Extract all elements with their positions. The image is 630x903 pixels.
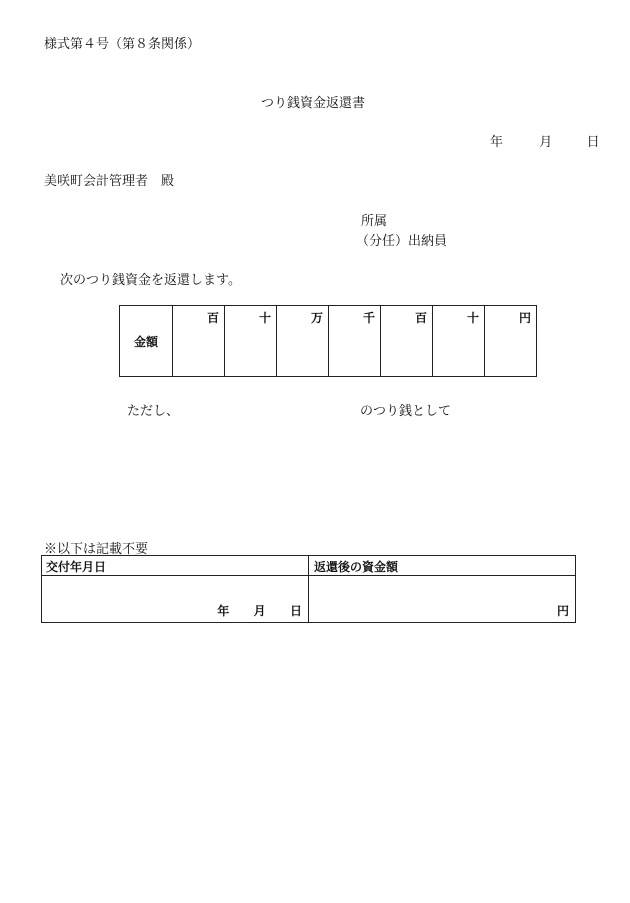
unit-label: 万 [310, 311, 323, 325]
balance-cell [309, 576, 576, 623]
amount-cell-ten-thousand [277, 306, 329, 377]
footer-notice: ※以下は記載不要 [44, 542, 149, 557]
amount-cell-thousand [329, 306, 381, 377]
date-day-label: 日 [586, 135, 600, 150]
amount-cell-ten-million [225, 306, 277, 377]
amount-table [119, 305, 537, 377]
note-suffix: のつり銭として [360, 404, 452, 419]
amount-cell-hundred [381, 306, 433, 377]
note-prefix: ただし、 [127, 404, 180, 419]
date-line [490, 131, 600, 150]
footer-table [41, 555, 576, 623]
document-title: つり銭資金返還書 [261, 96, 366, 111]
unit-label: 百 [414, 311, 427, 325]
amount-cell-ten [433, 306, 485, 377]
unit-label: 円 [518, 311, 531, 325]
date-month-label: 月 [539, 135, 553, 150]
unit-label: 千 [362, 311, 375, 325]
date-year-label: 年 [490, 135, 504, 150]
unit-label: 十 [466, 311, 479, 325]
unit-label: 百 [206, 311, 219, 325]
body-text: 次のつり銭資金を返還します。 [60, 273, 241, 288]
form-number: 様式第４号（第８条関係） [44, 37, 201, 52]
issue-month-label: 月 [253, 604, 266, 618]
addressee: 美咲町会計管理者 殿 [44, 174, 175, 189]
amount-cell-yen [485, 306, 537, 377]
issue-date-cell [42, 576, 309, 623]
issue-date-header: 交付年月日 [42, 556, 309, 576]
issue-year-label: 年 [217, 604, 230, 618]
unit-label: 十 [258, 311, 271, 325]
balance-unit-label: 円 [556, 604, 569, 618]
balance-header: 返還後の資金額 [309, 556, 576, 576]
sender-affiliation: 所属 [361, 214, 388, 229]
sender-role: （分任）出納員 [356, 234, 448, 249]
issue-day-label: 日 [289, 604, 302, 618]
amount-cell-hundred-million [173, 306, 225, 377]
amount-label: 金額 [120, 306, 173, 377]
